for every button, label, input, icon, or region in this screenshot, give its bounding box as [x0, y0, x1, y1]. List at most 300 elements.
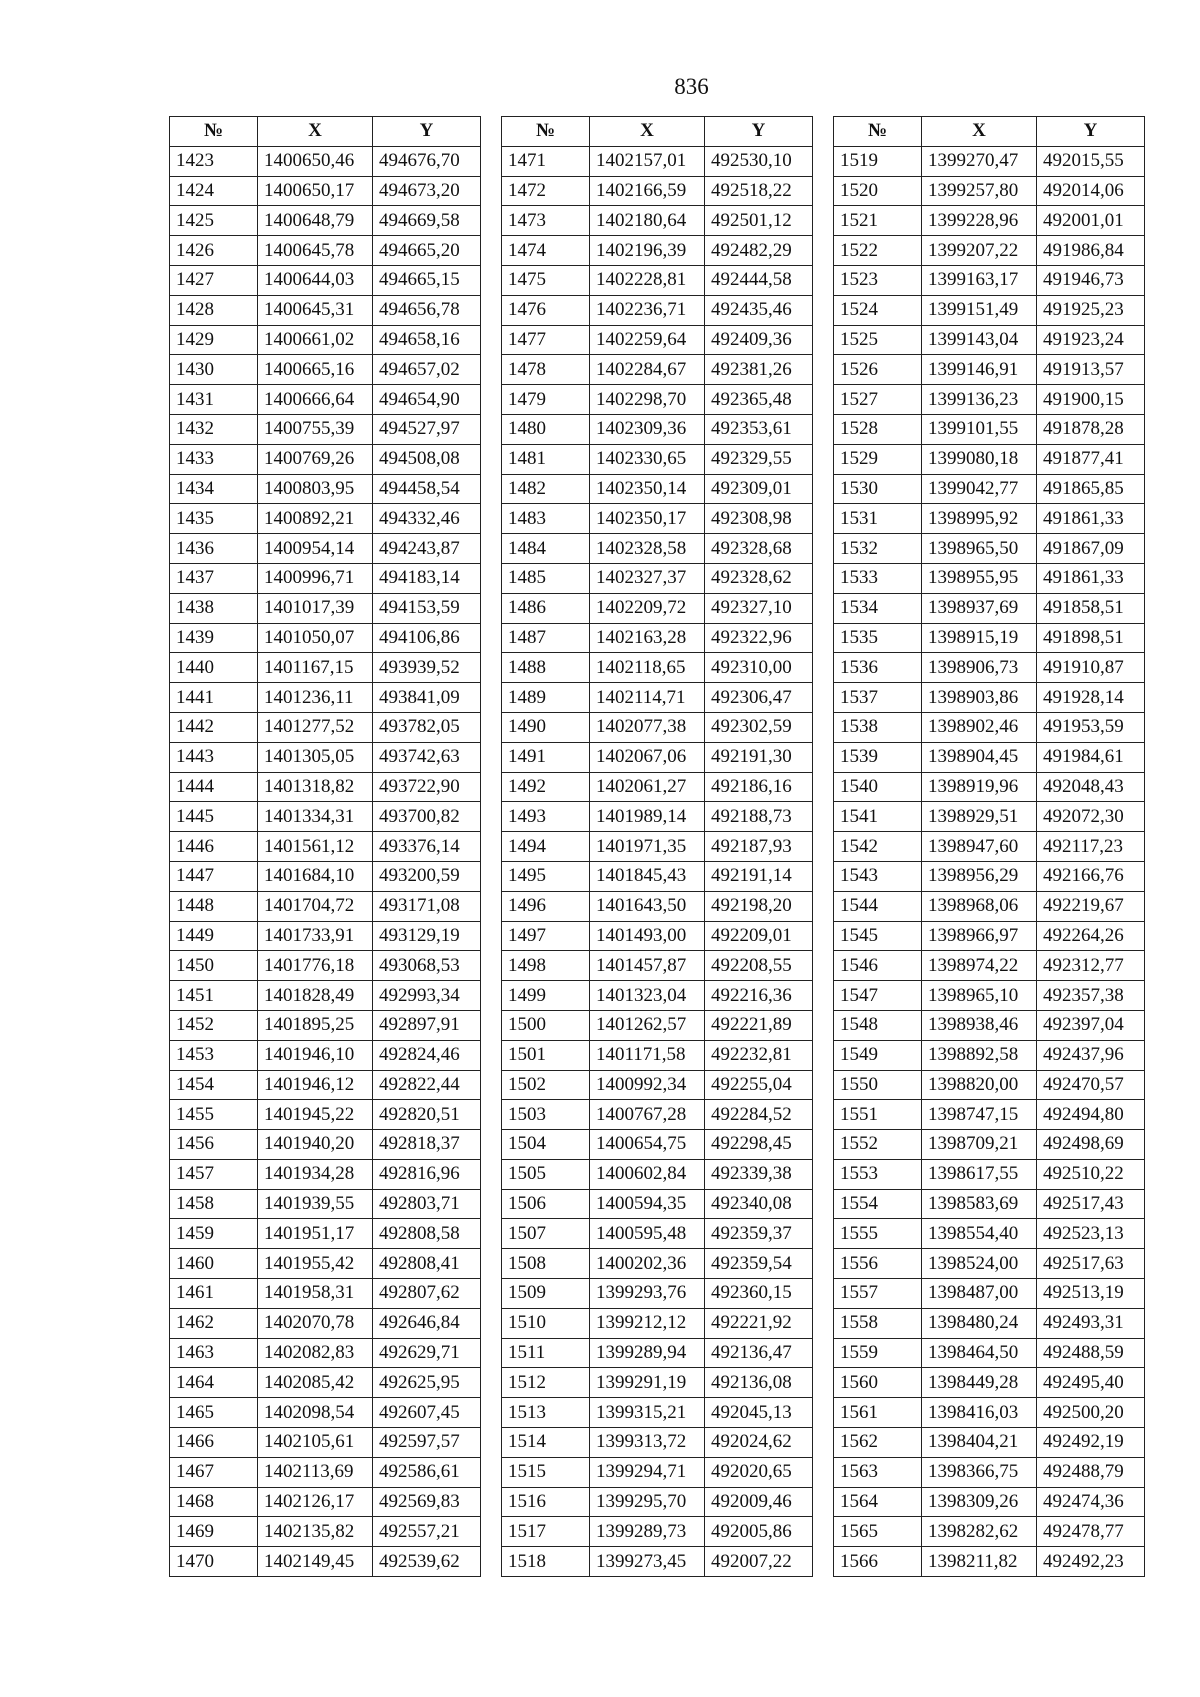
cell-y: 492020,65 [705, 1457, 813, 1487]
table-row [834, 1100, 1145, 1130]
cell-x: 1401971,35 [590, 832, 705, 862]
cell-y: 492072,30 [1037, 802, 1145, 832]
cell-y: 491877,41 [1037, 444, 1145, 474]
cell-y: 491925,23 [1037, 295, 1145, 325]
table-row [502, 1219, 813, 1249]
cell-number: 1521 [834, 206, 922, 236]
table-row [502, 1040, 813, 1070]
cell-number: 1508 [502, 1249, 590, 1279]
cell-x: 1401955,42 [258, 1249, 373, 1279]
cell-number: 1537 [834, 683, 922, 713]
table-row [834, 355, 1145, 385]
table-row [502, 891, 813, 921]
cell-number: 1472 [502, 176, 590, 206]
cell-x: 1400769,26 [258, 444, 373, 474]
cell-y: 492397,04 [1037, 1010, 1145, 1040]
coordinates-table-2 [501, 116, 813, 1577]
cell-x: 1398956,29 [922, 861, 1037, 891]
cell-y: 494106,86 [373, 623, 481, 653]
cell-x: 1398995,92 [922, 504, 1037, 534]
table-row [834, 1398, 1145, 1428]
cell-y: 492209,01 [705, 921, 813, 951]
cell-y: 491865,85 [1037, 474, 1145, 504]
header-number: № [502, 117, 590, 147]
cell-x: 1398915,19 [922, 623, 1037, 653]
cell-y: 492284,52 [705, 1100, 813, 1130]
cell-number: 1456 [170, 1130, 258, 1160]
cell-y: 491898,51 [1037, 623, 1145, 653]
cell-y: 491900,15 [1037, 385, 1145, 415]
cell-y: 492824,46 [373, 1040, 481, 1070]
cell-y: 493782,05 [373, 712, 481, 742]
cell-x: 1401733,91 [258, 921, 373, 951]
cell-x: 1398904,45 [922, 742, 1037, 772]
table-row [502, 504, 813, 534]
cell-x: 1398966,97 [922, 921, 1037, 951]
cell-x: 1401262,57 [590, 1010, 705, 1040]
table-row [170, 474, 481, 504]
cell-number: 1485 [502, 563, 590, 593]
cell-number: 1511 [502, 1338, 590, 1368]
cell-number: 1427 [170, 265, 258, 295]
cell-y: 494183,14 [373, 563, 481, 593]
cell-x: 1402328,58 [590, 534, 705, 564]
table-row [170, 1517, 481, 1547]
cell-number: 1512 [502, 1368, 590, 1398]
table-row [834, 1279, 1145, 1309]
cell-y: 492136,08 [705, 1368, 813, 1398]
cell-y: 492820,51 [373, 1100, 481, 1130]
cell-number: 1450 [170, 951, 258, 981]
cell-x: 1402209,72 [590, 593, 705, 623]
cell-x: 1398937,69 [922, 593, 1037, 623]
cell-x: 1400645,78 [258, 236, 373, 266]
cell-y: 492306,47 [705, 683, 813, 713]
cell-y: 492329,55 [705, 444, 813, 474]
cell-y: 493171,08 [373, 891, 481, 921]
cell-number: 1523 [834, 265, 922, 295]
cell-number: 1478 [502, 355, 590, 385]
cell-x: 1402228,81 [590, 265, 705, 295]
cell-number: 1556 [834, 1249, 922, 1279]
cell-number: 1507 [502, 1219, 590, 1249]
table-row [170, 623, 481, 653]
cell-y: 494458,54 [373, 474, 481, 504]
cell-y: 492208,55 [705, 951, 813, 981]
cell-x: 1402284,67 [590, 355, 705, 385]
table-row [834, 1428, 1145, 1458]
cell-y: 493722,90 [373, 772, 481, 802]
cell-number: 1442 [170, 712, 258, 742]
table-row [834, 534, 1145, 564]
cell-x: 1402309,36 [590, 414, 705, 444]
cell-x: 1401946,12 [258, 1070, 373, 1100]
cell-x: 1398965,50 [922, 534, 1037, 564]
table-row [502, 712, 813, 742]
cell-number: 1433 [170, 444, 258, 474]
cell-y: 492357,38 [1037, 981, 1145, 1011]
cell-y: 492136,47 [705, 1338, 813, 1368]
cell-x: 1401236,11 [258, 683, 373, 713]
cell-number: 1499 [502, 981, 590, 1011]
cell-y: 494153,59 [373, 593, 481, 623]
cell-y: 492488,59 [1037, 1338, 1145, 1368]
cell-number: 1500 [502, 1010, 590, 1040]
cell-number: 1474 [502, 236, 590, 266]
table-row [834, 1308, 1145, 1338]
cell-x: 1400755,39 [258, 414, 373, 444]
cell-number: 1431 [170, 385, 258, 415]
cell-y: 492629,71 [373, 1338, 481, 1368]
cell-number: 1452 [170, 1010, 258, 1040]
table-row [834, 623, 1145, 653]
cell-x: 1400996,71 [258, 563, 373, 593]
cell-number: 1471 [502, 146, 590, 176]
cell-y: 492474,36 [1037, 1487, 1145, 1517]
cell-y: 492009,46 [705, 1487, 813, 1517]
cell-x: 1398309,26 [922, 1487, 1037, 1517]
cell-number: 1480 [502, 414, 590, 444]
cell-y: 492530,10 [705, 146, 813, 176]
cell-x: 1401776,18 [258, 951, 373, 981]
cell-y: 492353,61 [705, 414, 813, 444]
table-row [834, 444, 1145, 474]
cell-x: 1401951,17 [258, 1219, 373, 1249]
table-header [834, 117, 1145, 147]
cell-number: 1516 [502, 1487, 590, 1517]
cell-number: 1443 [170, 742, 258, 772]
cell-number: 1538 [834, 712, 922, 742]
table-row [834, 563, 1145, 593]
cell-number: 1520 [834, 176, 922, 206]
cell-y: 492187,93 [705, 832, 813, 862]
cell-number: 1457 [170, 1159, 258, 1189]
cell-y: 492518,22 [705, 176, 813, 206]
cell-number: 1423 [170, 146, 258, 176]
table-row [170, 1100, 481, 1130]
table-row [170, 325, 481, 355]
page-number: 836 [674, 74, 709, 99]
cell-x: 1398709,21 [922, 1130, 1037, 1160]
table-header [502, 117, 813, 147]
table-row [834, 414, 1145, 444]
cell-x: 1399151,49 [922, 295, 1037, 325]
cell-x: 1402157,01 [590, 146, 705, 176]
cell-number: 1439 [170, 623, 258, 653]
cell-y: 492897,91 [373, 1010, 481, 1040]
cell-number: 1533 [834, 563, 922, 593]
cell-number: 1561 [834, 1398, 922, 1428]
cell-x: 1402180,64 [590, 206, 705, 236]
table-row [502, 1398, 813, 1428]
table-row [170, 1368, 481, 1398]
cell-x: 1400648,79 [258, 206, 373, 236]
cell-x: 1402118,65 [590, 653, 705, 683]
table-row [502, 236, 813, 266]
cell-number: 1428 [170, 295, 258, 325]
cell-y: 492340,08 [705, 1189, 813, 1219]
cell-number: 1565 [834, 1517, 922, 1547]
table-row [170, 1010, 481, 1040]
cell-x: 1402350,17 [590, 504, 705, 534]
cell-y: 492048,43 [1037, 772, 1145, 802]
table-row [834, 891, 1145, 921]
cell-y: 492803,71 [373, 1189, 481, 1219]
cell-x: 1399289,73 [590, 1517, 705, 1547]
cell-x: 1402105,61 [258, 1428, 373, 1458]
cell-number: 1449 [170, 921, 258, 951]
cell-y: 492808,58 [373, 1219, 481, 1249]
cell-number: 1484 [502, 534, 590, 564]
table-row [170, 534, 481, 564]
cell-number: 1467 [170, 1457, 258, 1487]
header-number: № [834, 117, 922, 147]
cell-number: 1476 [502, 295, 590, 325]
cell-x: 1399136,23 [922, 385, 1037, 415]
table-row [170, 295, 481, 325]
table-row [170, 1249, 481, 1279]
cell-x: 1401334,31 [258, 802, 373, 832]
cell-x: 1401277,52 [258, 712, 373, 742]
table-row [834, 236, 1145, 266]
table-row [834, 653, 1145, 683]
coordinates-table-1 [169, 116, 481, 1577]
cell-x: 1400650,46 [258, 146, 373, 176]
cell-x: 1402061,27 [590, 772, 705, 802]
cell-y: 491986,84 [1037, 236, 1145, 266]
cell-x: 1399042,77 [922, 474, 1037, 504]
table-row [170, 861, 481, 891]
table-row [502, 1159, 813, 1189]
header-number: № [170, 117, 258, 147]
cell-x: 1400594,35 [590, 1189, 705, 1219]
cell-x: 1398366,75 [922, 1457, 1037, 1487]
cell-y: 492166,76 [1037, 861, 1145, 891]
cell-number: 1531 [834, 504, 922, 534]
table-row [502, 1368, 813, 1398]
cell-y: 492216,36 [705, 981, 813, 1011]
table-row [502, 623, 813, 653]
table-row [502, 593, 813, 623]
cell-y: 494657,02 [373, 355, 481, 385]
cell-number: 1563 [834, 1457, 922, 1487]
cell-y: 492495,40 [1037, 1368, 1145, 1398]
cell-y: 492818,37 [373, 1130, 481, 1160]
cell-x: 1398902,46 [922, 712, 1037, 742]
cell-x: 1399146,91 [922, 355, 1037, 385]
cell-y: 492014,06 [1037, 176, 1145, 206]
cell-x: 1402149,45 [258, 1547, 373, 1577]
cell-y: 493129,19 [373, 921, 481, 951]
cell-x: 1398947,60 [922, 832, 1037, 862]
header-y: Y [1037, 117, 1145, 147]
table-row [170, 1159, 481, 1189]
table-row [834, 146, 1145, 176]
cell-number: 1552 [834, 1130, 922, 1160]
table-row [502, 444, 813, 474]
cell-y: 492191,30 [705, 742, 813, 772]
cell-number: 1518 [502, 1547, 590, 1577]
table-row [834, 385, 1145, 415]
table-row [502, 861, 813, 891]
cell-number: 1434 [170, 474, 258, 504]
cell-number: 1530 [834, 474, 922, 504]
table-row [834, 325, 1145, 355]
cell-x: 1399101,55 [922, 414, 1037, 444]
table-row [502, 146, 813, 176]
cell-number: 1445 [170, 802, 258, 832]
cell-x: 1401828,49 [258, 981, 373, 1011]
table-row [834, 176, 1145, 206]
cell-y: 492517,43 [1037, 1189, 1145, 1219]
cell-number: 1429 [170, 325, 258, 355]
cell-number: 1502 [502, 1070, 590, 1100]
cell-x: 1399163,17 [922, 265, 1037, 295]
cell-y: 494665,20 [373, 236, 481, 266]
cell-number: 1522 [834, 236, 922, 266]
cell-y: 492365,48 [705, 385, 813, 415]
cell-number: 1477 [502, 325, 590, 355]
cell-number: 1546 [834, 951, 922, 981]
table-row [170, 802, 481, 832]
cell-y: 492188,73 [705, 802, 813, 832]
table-row [170, 951, 481, 981]
table-row [502, 1010, 813, 1040]
table-row [502, 1130, 813, 1160]
cell-number: 1491 [502, 742, 590, 772]
cell-x: 1398929,51 [922, 802, 1037, 832]
cell-y: 492646,84 [373, 1308, 481, 1338]
cell-number: 1505 [502, 1159, 590, 1189]
cell-y: 492327,10 [705, 593, 813, 623]
table-row [502, 1428, 813, 1458]
cell-y: 492517,63 [1037, 1249, 1145, 1279]
cell-y: 492513,19 [1037, 1279, 1145, 1309]
cell-y: 492255,04 [705, 1070, 813, 1100]
cell-y: 492328,68 [705, 534, 813, 564]
table-row [502, 1070, 813, 1100]
cell-y: 492523,13 [1037, 1219, 1145, 1249]
table-row [834, 504, 1145, 534]
cell-x: 1398903,86 [922, 683, 1037, 713]
cell-x: 1402126,17 [258, 1487, 373, 1517]
header-y: Y [705, 117, 813, 147]
cell-number: 1532 [834, 534, 922, 564]
cell-y: 492488,79 [1037, 1457, 1145, 1487]
table-row [502, 1189, 813, 1219]
table-row [834, 265, 1145, 295]
cell-y: 492221,92 [705, 1308, 813, 1338]
table-row [834, 1159, 1145, 1189]
cell-number: 1426 [170, 236, 258, 266]
table-row [170, 891, 481, 921]
table-row [170, 1338, 481, 1368]
cell-number: 1424 [170, 176, 258, 206]
cell-y: 492808,41 [373, 1249, 481, 1279]
cell-x: 1402330,65 [590, 444, 705, 474]
cell-x: 1399291,19 [590, 1368, 705, 1398]
table-row [502, 683, 813, 713]
cell-x: 1399257,80 [922, 176, 1037, 206]
cell-y: 491861,33 [1037, 504, 1145, 534]
table-row [502, 921, 813, 951]
cell-number: 1551 [834, 1100, 922, 1130]
cell-x: 1400992,34 [590, 1070, 705, 1100]
cell-y: 493068,53 [373, 951, 481, 981]
cell-x: 1398524,00 [922, 1249, 1037, 1279]
table-row [502, 802, 813, 832]
cell-y: 493939,52 [373, 653, 481, 683]
cell-number: 1558 [834, 1308, 922, 1338]
cell-x: 1399313,72 [590, 1428, 705, 1458]
cell-x: 1400602,84 [590, 1159, 705, 1189]
cell-x: 1398464,50 [922, 1338, 1037, 1368]
cell-y: 492625,95 [373, 1368, 481, 1398]
table-row [170, 742, 481, 772]
cell-number: 1564 [834, 1487, 922, 1517]
cell-y: 491878,28 [1037, 414, 1145, 444]
table-row [502, 1517, 813, 1547]
cell-y: 492493,31 [1037, 1308, 1145, 1338]
table-row [834, 593, 1145, 623]
cell-x: 1398480,24 [922, 1308, 1037, 1338]
cell-x: 1398487,00 [922, 1279, 1037, 1309]
cell-y: 492492,23 [1037, 1547, 1145, 1577]
table-row [170, 444, 481, 474]
cell-number: 1548 [834, 1010, 922, 1040]
header-row [170, 117, 481, 147]
table-row [834, 1457, 1145, 1487]
cell-x: 1401323,04 [590, 981, 705, 1011]
table-row [834, 1189, 1145, 1219]
cell-number: 1468 [170, 1487, 258, 1517]
table-row [502, 1100, 813, 1130]
cell-y: 491953,59 [1037, 712, 1145, 742]
table-row [502, 206, 813, 236]
cell-x: 1402098,54 [258, 1398, 373, 1428]
cell-number: 1544 [834, 891, 922, 921]
table-row [170, 593, 481, 623]
cell-x: 1402350,14 [590, 474, 705, 504]
cell-y: 492302,59 [705, 712, 813, 742]
table-row [170, 1070, 481, 1100]
cell-number: 1463 [170, 1338, 258, 1368]
cell-x: 1399228,96 [922, 206, 1037, 236]
table-row [502, 1279, 813, 1309]
cell-number: 1475 [502, 265, 590, 295]
cell-x: 1400650,17 [258, 176, 373, 206]
cell-number: 1514 [502, 1428, 590, 1458]
cell-x: 1401684,10 [258, 861, 373, 891]
cell-number: 1440 [170, 653, 258, 683]
cell-number: 1447 [170, 861, 258, 891]
cell-number: 1461 [170, 1279, 258, 1309]
cell-number: 1490 [502, 712, 590, 742]
table-row [502, 772, 813, 802]
cell-y: 492437,96 [1037, 1040, 1145, 1070]
table-row [170, 563, 481, 593]
cell-x: 1402114,71 [590, 683, 705, 713]
cell-x: 1399294,71 [590, 1457, 705, 1487]
cell-number: 1554 [834, 1189, 922, 1219]
cell-number: 1464 [170, 1368, 258, 1398]
table-row [170, 1130, 481, 1160]
table-row [502, 1487, 813, 1517]
cell-y: 493742,63 [373, 742, 481, 772]
cell-number: 1444 [170, 772, 258, 802]
cell-number: 1543 [834, 861, 922, 891]
cell-number: 1470 [170, 1547, 258, 1577]
